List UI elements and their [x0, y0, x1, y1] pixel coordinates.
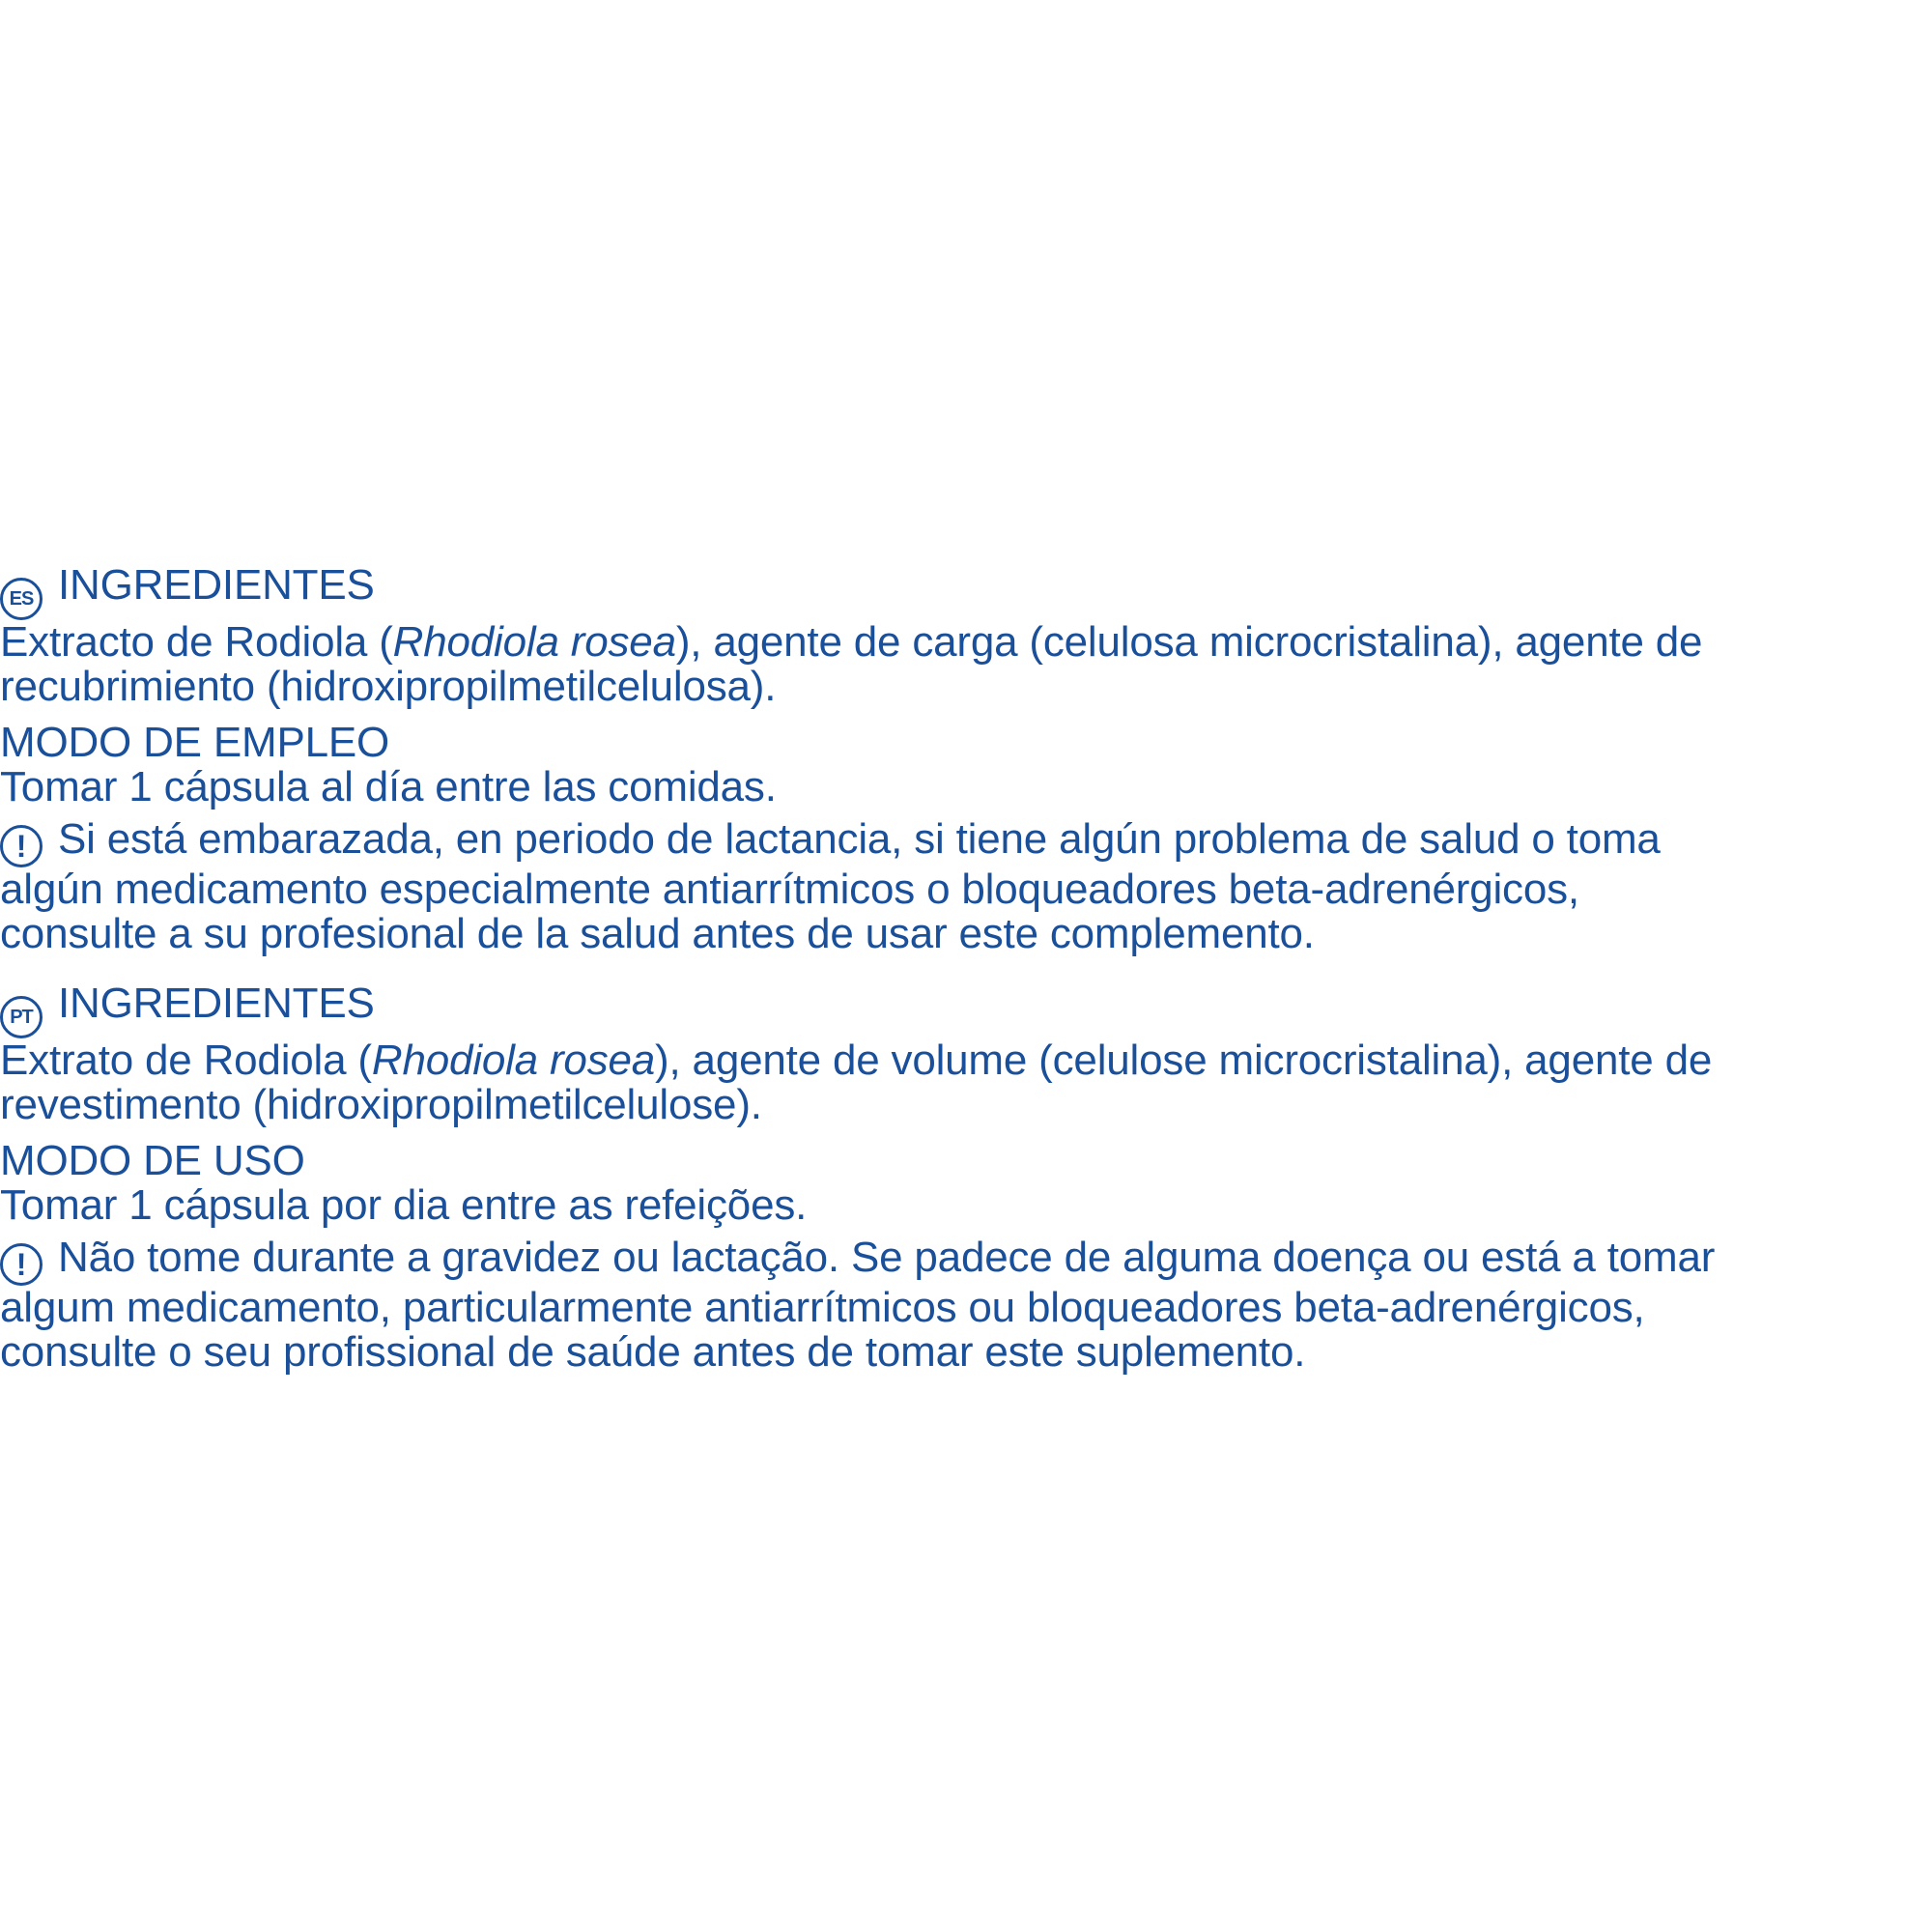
ingredients-heading-es [0, 563, 1927, 620]
language-badge-pt: PT [0, 996, 43, 1038]
ingredients-line-1 [0, 620, 1927, 665]
warning-line-3: consulte o seu profissional de saúde antes de tomar este suplemento. [0, 1328, 1306, 1376]
latin-name: Rhodiola rosea [371, 1037, 656, 1084]
latin-name: Rhodiola rosea [392, 618, 676, 666]
warning-text: Não tome durante a gravidez ou lactação. Se padece de alguma doença ou está a tomar [58, 1234, 1716, 1281]
warning-es [0, 817, 1927, 956]
ingredients-line-2: revestimento (hidroxipropilmetilcelulose). [0, 1081, 762, 1128]
warning-line-2: algum medicamento, particularmente antiarrítmicos ou bloqueadores beta-adrenérgicos, [0, 1284, 1645, 1331]
warning-line-1 [0, 1236, 1927, 1286]
ingredients-text: ), agente de carga (celulosa microcristalina), agente de [675, 618, 1703, 666]
section-pt [0, 981, 1927, 1375]
warning-pt [0, 1236, 1927, 1375]
ingredients-text: Extrato de Rodiola ( [0, 1037, 372, 1084]
language-badge-es: ES [0, 578, 43, 620]
ingredients-heading-text: INGREDIENTES [58, 980, 375, 1027]
usage-heading-pt: MODO DE USO [0, 1137, 305, 1184]
exclamation-circle-icon: ! [0, 1243, 43, 1286]
label-text-block [0, 563, 1927, 1375]
warning-line-2: algún medicamento especialmente antiarrítmicos o bloqueadores beta-adrenérgicos, [0, 866, 1579, 913]
usage-heading-es: MODO DE EMPLEO [0, 719, 390, 766]
ingredients-line-1 [0, 1038, 1927, 1083]
ingredients-text: Extracto de Rodiola ( [0, 618, 393, 666]
ingredients-heading-pt [0, 981, 1927, 1038]
warning-line-3: consulte a su profesional de la salud antes de usar este complemento. [0, 910, 1315, 957]
warning-line-1 [0, 817, 1927, 867]
ingredients-line-2: recubrimiento (hidroxipropilmetilcelulosa). [0, 663, 777, 710]
usage-text-es: Tomar 1 cápsula al día entre las comidas. [0, 763, 777, 810]
ingredients-heading-text: INGREDIENTES [58, 561, 375, 609]
exclamation-circle-icon: ! [0, 825, 43, 867]
section-es [0, 563, 1927, 956]
ingredients-text: ), agente de volume (celulose microcristalina), agente de [655, 1037, 1713, 1084]
warning-text: Si está embarazada, en periodo de lactancia, si tiene algún problema de salud o toma [58, 815, 1661, 863]
usage-text-pt: Tomar 1 cápsula por dia entre as refeições. [0, 1181, 808, 1229]
